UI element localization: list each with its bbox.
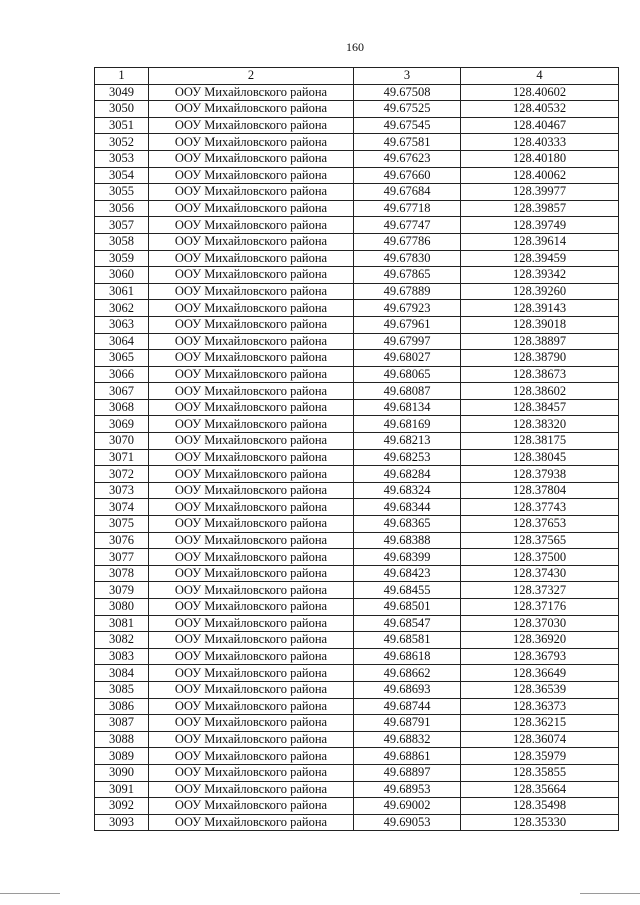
longitude-cell: 128.39614 — [461, 233, 619, 250]
table-row — [95, 184, 619, 201]
organization-cell: ООУ Михайловского района — [149, 516, 354, 533]
longitude-cell: 128.35498 — [461, 798, 619, 815]
row-number-cell: 3070 — [95, 433, 149, 450]
row-number-cell: 3086 — [95, 698, 149, 715]
row-number-cell: 3064 — [95, 333, 149, 350]
longitude-cell: 128.37430 — [461, 565, 619, 582]
table-row — [95, 167, 619, 184]
row-number-cell: 3067 — [95, 383, 149, 400]
row-number-cell: 3082 — [95, 632, 149, 649]
longitude-cell: 128.40532 — [461, 101, 619, 118]
row-number-cell: 3057 — [95, 217, 149, 234]
longitude-cell: 128.39342 — [461, 267, 619, 284]
latitude-cell: 49.68861 — [354, 748, 461, 765]
table-row — [95, 300, 619, 317]
organization-cell: ООУ Михайловского района — [149, 300, 354, 317]
row-number-cell: 3065 — [95, 350, 149, 367]
row-number-cell: 3069 — [95, 416, 149, 433]
longitude-cell: 128.38175 — [461, 433, 619, 450]
longitude-cell: 128.38673 — [461, 366, 619, 383]
row-number-cell: 3078 — [95, 565, 149, 582]
latitude-cell: 49.68693 — [354, 681, 461, 698]
table-row — [95, 466, 619, 483]
latitude-cell: 49.67684 — [354, 184, 461, 201]
longitude-cell: 128.37565 — [461, 532, 619, 549]
row-number-cell: 3058 — [95, 233, 149, 250]
table-row — [95, 416, 619, 433]
latitude-cell: 49.68344 — [354, 499, 461, 516]
longitude-cell: 128.36649 — [461, 665, 619, 682]
row-number-cell: 3056 — [95, 200, 149, 217]
organization-cell: ООУ Михайловского района — [149, 499, 354, 516]
latitude-cell: 49.68791 — [354, 715, 461, 732]
latitude-cell: 49.68455 — [354, 582, 461, 599]
row-number-cell: 3081 — [95, 615, 149, 632]
organization-cell: ООУ Михайловского района — [149, 731, 354, 748]
row-number-cell: 3075 — [95, 516, 149, 533]
table-row — [95, 433, 619, 450]
latitude-cell: 49.68501 — [354, 599, 461, 616]
latitude-cell: 49.67747 — [354, 217, 461, 234]
table-row — [95, 366, 619, 383]
row-number-cell: 3091 — [95, 781, 149, 798]
latitude-cell: 49.68324 — [354, 482, 461, 499]
table-row — [95, 532, 619, 549]
organization-cell: ООУ Михайловского района — [149, 150, 354, 167]
organization-cell: ООУ Михайловского района — [149, 316, 354, 333]
row-number-cell: 3072 — [95, 466, 149, 483]
latitude-cell: 49.68547 — [354, 615, 461, 632]
row-number-cell: 3061 — [95, 283, 149, 300]
latitude-cell: 49.68027 — [354, 350, 461, 367]
scan-edge-mark-bottom-left — [0, 893, 60, 894]
latitude-cell: 49.68134 — [354, 399, 461, 416]
longitude-cell: 128.38045 — [461, 449, 619, 466]
table-row — [95, 665, 619, 682]
coordinates-table — [94, 67, 619, 831]
latitude-cell: 49.69053 — [354, 814, 461, 831]
organization-cell: ООУ Михайловского района — [149, 333, 354, 350]
table-row — [95, 615, 619, 632]
longitude-cell: 128.39018 — [461, 316, 619, 333]
table-row — [95, 399, 619, 416]
row-number-cell: 3087 — [95, 715, 149, 732]
organization-cell: ООУ Михайловского района — [149, 449, 354, 466]
organization-cell: ООУ Михайловского района — [149, 267, 354, 284]
latitude-cell: 49.68581 — [354, 632, 461, 649]
row-number-cell: 3068 — [95, 399, 149, 416]
table-row — [95, 764, 619, 781]
longitude-cell: 128.36215 — [461, 715, 619, 732]
longitude-cell: 128.37938 — [461, 466, 619, 483]
table-row — [95, 449, 619, 466]
latitude-cell: 49.67581 — [354, 134, 461, 151]
table-row — [95, 582, 619, 599]
longitude-cell: 128.40467 — [461, 117, 619, 134]
organization-cell: ООУ Михайловского района — [149, 117, 354, 134]
row-number-cell: 3071 — [95, 449, 149, 466]
table-row — [95, 350, 619, 367]
longitude-cell: 128.38790 — [461, 350, 619, 367]
row-number-cell: 3051 — [95, 117, 149, 134]
row-number-cell: 3079 — [95, 582, 149, 599]
latitude-cell: 49.68618 — [354, 648, 461, 665]
latitude-cell: 49.67718 — [354, 200, 461, 217]
table-row — [95, 632, 619, 649]
scan-edge-mark-bottom-right — [580, 893, 640, 894]
table-row — [95, 516, 619, 533]
table-row — [95, 798, 619, 815]
organization-cell: ООУ Михайловского района — [149, 84, 354, 101]
page-number: 160 — [346, 40, 364, 54]
longitude-cell: 128.38320 — [461, 416, 619, 433]
organization-cell: ООУ Михайловского района — [149, 748, 354, 765]
latitude-cell: 49.67889 — [354, 283, 461, 300]
row-number-cell: 3054 — [95, 167, 149, 184]
table-body — [95, 84, 619, 831]
row-number-cell: 3063 — [95, 316, 149, 333]
latitude-cell: 49.67865 — [354, 267, 461, 284]
organization-cell: ООУ Михайловского района — [149, 383, 354, 400]
organization-cell: ООУ Михайловского района — [149, 715, 354, 732]
longitude-cell: 128.37327 — [461, 582, 619, 599]
header-col-1: 1 — [95, 68, 149, 85]
longitude-cell: 128.38602 — [461, 383, 619, 400]
latitude-cell: 49.68365 — [354, 516, 461, 533]
longitude-cell: 128.40602 — [461, 84, 619, 101]
organization-cell: ООУ Михайловского района — [149, 283, 354, 300]
organization-cell: ООУ Михайловского района — [149, 101, 354, 118]
latitude-cell: 49.68284 — [354, 466, 461, 483]
latitude-cell: 49.67660 — [354, 167, 461, 184]
longitude-cell: 128.37804 — [461, 482, 619, 499]
header-col-3: 3 — [354, 68, 461, 85]
longitude-cell: 128.38457 — [461, 399, 619, 416]
organization-cell: ООУ Михайловского района — [149, 184, 354, 201]
longitude-cell: 128.40180 — [461, 150, 619, 167]
latitude-cell: 49.67830 — [354, 250, 461, 267]
organization-cell: ООУ Михайловского района — [149, 698, 354, 715]
organization-cell: ООУ Михайловского района — [149, 665, 354, 682]
latitude-cell: 49.69002 — [354, 798, 461, 815]
table-row — [95, 549, 619, 566]
row-number-cell: 3083 — [95, 648, 149, 665]
latitude-cell: 49.68832 — [354, 731, 461, 748]
organization-cell: ООУ Михайловского района — [149, 200, 354, 217]
organization-cell: ООУ Михайловского района — [149, 599, 354, 616]
organization-cell: ООУ Михайловского района — [149, 167, 354, 184]
latitude-cell: 49.68169 — [354, 416, 461, 433]
latitude-cell: 49.68253 — [354, 449, 461, 466]
longitude-cell: 128.39143 — [461, 300, 619, 317]
row-number-cell: 3076 — [95, 532, 149, 549]
row-number-cell: 3060 — [95, 267, 149, 284]
row-number-cell: 3059 — [95, 250, 149, 267]
latitude-cell: 49.68423 — [354, 565, 461, 582]
row-number-cell: 3052 — [95, 134, 149, 151]
organization-cell: ООУ Михайловского района — [149, 250, 354, 267]
longitude-cell: 128.35979 — [461, 748, 619, 765]
longitude-cell: 128.39977 — [461, 184, 619, 201]
row-number-cell: 3090 — [95, 764, 149, 781]
longitude-cell: 128.37500 — [461, 549, 619, 566]
longitude-cell: 128.39459 — [461, 250, 619, 267]
row-number-cell: 3089 — [95, 748, 149, 765]
organization-cell: ООУ Михайловского района — [149, 233, 354, 250]
table-row — [95, 748, 619, 765]
table-row — [95, 84, 619, 101]
table-row — [95, 648, 619, 665]
row-number-cell: 3066 — [95, 366, 149, 383]
organization-cell: ООУ Михайловского района — [149, 532, 354, 549]
table-row — [95, 383, 619, 400]
longitude-cell: 128.35664 — [461, 781, 619, 798]
row-number-cell: 3092 — [95, 798, 149, 815]
table-row — [95, 565, 619, 582]
latitude-cell: 49.67545 — [354, 117, 461, 134]
table-row — [95, 715, 619, 732]
organization-cell: ООУ Михайловского района — [149, 466, 354, 483]
row-number-cell: 3073 — [95, 482, 149, 499]
row-number-cell: 3077 — [95, 549, 149, 566]
longitude-cell: 128.39260 — [461, 283, 619, 300]
table-row — [95, 781, 619, 798]
row-number-cell: 3088 — [95, 731, 149, 748]
organization-cell: ООУ Михайловского района — [149, 814, 354, 831]
table-row — [95, 814, 619, 831]
latitude-cell: 49.68744 — [354, 698, 461, 715]
table-row — [95, 117, 619, 134]
organization-cell: ООУ Михайловского района — [149, 217, 354, 234]
row-number-cell: 3085 — [95, 681, 149, 698]
row-number-cell: 3093 — [95, 814, 149, 831]
longitude-cell: 128.40333 — [461, 134, 619, 151]
organization-cell: ООУ Михайловского района — [149, 582, 354, 599]
table-row — [95, 200, 619, 217]
latitude-cell: 49.68213 — [354, 433, 461, 450]
organization-cell: ООУ Михайловского района — [149, 632, 354, 649]
latitude-cell: 49.67525 — [354, 101, 461, 118]
table-row — [95, 333, 619, 350]
latitude-cell: 49.68953 — [354, 781, 461, 798]
row-number-cell: 3049 — [95, 84, 149, 101]
longitude-cell: 128.35855 — [461, 764, 619, 781]
table-row — [95, 233, 619, 250]
organization-cell: ООУ Михайловского района — [149, 681, 354, 698]
organization-cell: ООУ Михайловского района — [149, 549, 354, 566]
longitude-cell: 128.36373 — [461, 698, 619, 715]
table-row — [95, 731, 619, 748]
longitude-cell: 128.38897 — [461, 333, 619, 350]
organization-cell: ООУ Михайловского района — [149, 764, 354, 781]
table-row — [95, 134, 619, 151]
organization-cell: ООУ Михайловского района — [149, 781, 354, 798]
row-number-cell: 3062 — [95, 300, 149, 317]
latitude-cell: 49.67961 — [354, 316, 461, 333]
table-row — [95, 681, 619, 698]
table-row — [95, 150, 619, 167]
header-col-2: 2 — [149, 68, 354, 85]
row-number-cell: 3050 — [95, 101, 149, 118]
table-row — [95, 499, 619, 516]
organization-cell: ООУ Михайловского района — [149, 648, 354, 665]
table-row — [95, 316, 619, 333]
latitude-cell: 49.68897 — [354, 764, 461, 781]
longitude-cell: 128.40062 — [461, 167, 619, 184]
row-number-cell: 3053 — [95, 150, 149, 167]
table-row — [95, 482, 619, 499]
row-number-cell: 3055 — [95, 184, 149, 201]
longitude-cell: 128.37176 — [461, 599, 619, 616]
organization-cell: ООУ Михайловского района — [149, 399, 354, 416]
longitude-cell: 128.36074 — [461, 731, 619, 748]
table-row — [95, 250, 619, 267]
longitude-cell: 128.39857 — [461, 200, 619, 217]
organization-cell: ООУ Михайловского района — [149, 366, 354, 383]
organization-cell: ООУ Михайловского района — [149, 134, 354, 151]
latitude-cell: 49.67508 — [354, 84, 461, 101]
longitude-cell: 128.36539 — [461, 681, 619, 698]
latitude-cell: 49.68399 — [354, 549, 461, 566]
longitude-cell: 128.37653 — [461, 516, 619, 533]
table-row — [95, 283, 619, 300]
row-number-cell: 3080 — [95, 599, 149, 616]
table-row — [95, 698, 619, 715]
longitude-cell: 128.37743 — [461, 499, 619, 516]
latitude-cell: 49.67997 — [354, 333, 461, 350]
latitude-cell: 49.67923 — [354, 300, 461, 317]
row-number-cell: 3074 — [95, 499, 149, 516]
organization-cell: ООУ Михайловского района — [149, 798, 354, 815]
longitude-cell: 128.36920 — [461, 632, 619, 649]
table-header-row — [95, 68, 619, 85]
table-row — [95, 599, 619, 616]
longitude-cell: 128.39749 — [461, 217, 619, 234]
longitude-cell: 128.35330 — [461, 814, 619, 831]
latitude-cell: 49.67786 — [354, 233, 461, 250]
longitude-cell: 128.36793 — [461, 648, 619, 665]
organization-cell: ООУ Михайловского района — [149, 565, 354, 582]
row-number-cell: 3084 — [95, 665, 149, 682]
latitude-cell: 49.68065 — [354, 366, 461, 383]
longitude-cell: 128.37030 — [461, 615, 619, 632]
latitude-cell: 49.68662 — [354, 665, 461, 682]
latitude-cell: 49.67623 — [354, 150, 461, 167]
table-row — [95, 101, 619, 118]
latitude-cell: 49.68087 — [354, 383, 461, 400]
organization-cell: ООУ Михайловского района — [149, 615, 354, 632]
organization-cell: ООУ Михайловского района — [149, 482, 354, 499]
table-row — [95, 267, 619, 284]
table-row — [95, 217, 619, 234]
latitude-cell: 49.68388 — [354, 532, 461, 549]
organization-cell: ООУ Михайловского района — [149, 433, 354, 450]
organization-cell: ООУ Михайловского района — [149, 416, 354, 433]
header-col-4: 4 — [461, 68, 619, 85]
organization-cell: ООУ Михайловского района — [149, 350, 354, 367]
